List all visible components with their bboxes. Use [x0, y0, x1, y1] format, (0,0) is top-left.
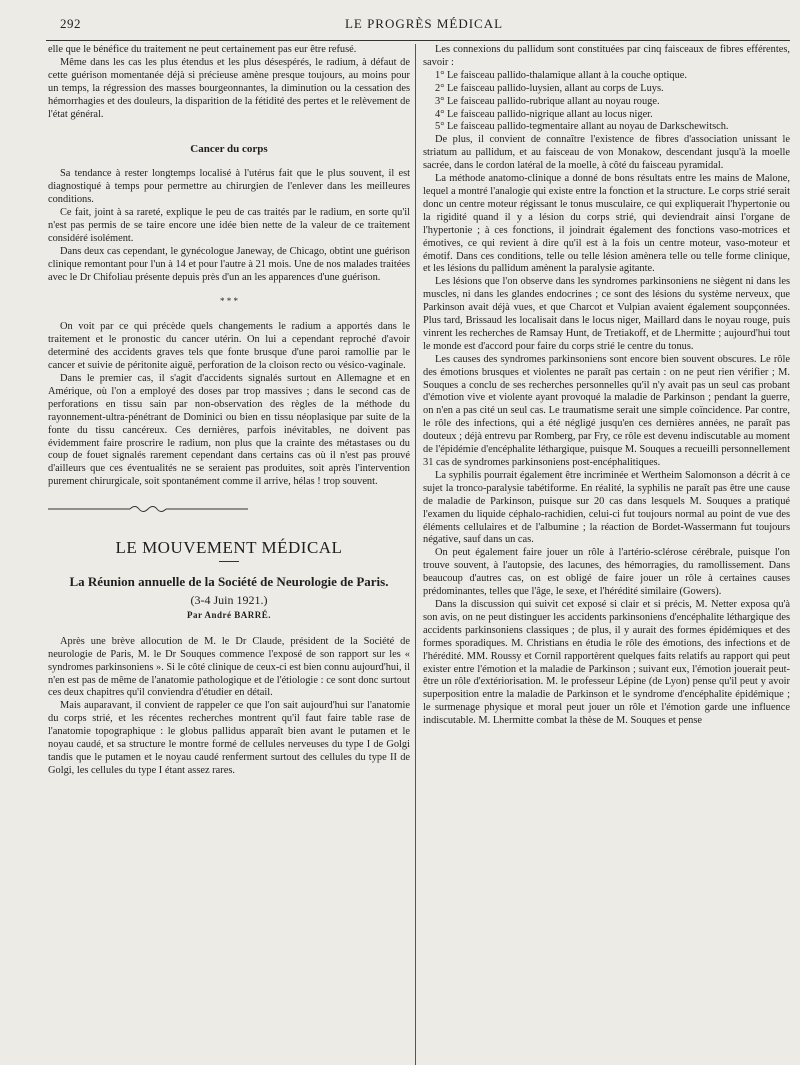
paragraph: On peut également faire jouer un rôle à l'artério-sclérose cérébrale, puisque l'on trouve souvent, à l'autopsie, des lacunes, des hémorragies, du ramollissement. Dans beaucoup d'autres cas, on est obligé de faire jouer un rôle à certaines causes prédominantes, telles que l'âge, le sexe, et l'hérédité similaire (Gowers).: [423, 547, 790, 598]
paragraph: Sa tendance à rester longtemps localisé à l'utérus fait que le plus souvent, il est diagnostiqué à temps pour permettre au chirurgien de l'enlever dans les meilleures conditions.: [48, 168, 410, 206]
article-title: La Réunion annuelle de la Société de Neurologie de Paris.: [69, 574, 389, 589]
page-header: [60, 14, 788, 36]
list-item: 5° Le faisceau pallido-tegmentaire allant au noyau de Darkschewitsch.: [435, 121, 729, 133]
article-date: (3-4 Juin 1921.): [190, 593, 268, 607]
paragraph: Ce fait, joint à sa rareté, explique le peu de cas traités par le radium, en sorte qu'il n'est pas permis de se taire encore une idée bien nette de la valeur de ce traitement considéré isolément.: [48, 207, 410, 244]
right-column: [423, 44, 790, 1065]
paragraph: De plus, il convient de connaître l'existence de fibres d'association unissant le striatum au pallidum, et au faisceau de von Monakow, descendant jusqu'à la moelle sacrée, dans le cordon latéral de la moelle, à côté du faisceau pyramidal.: [423, 134, 790, 172]
section-heading: LE MOUVEMENT MÉDICAL: [115, 538, 343, 558]
paragraph: La méthode anatomo-clinique a donné de bons résultats entre les mains de Malone, lequel a montré l'analogie qui existe entre la fonction et la structure. Le corps strié serait donc un centre moteur régissant le tonus musculaire, ce qui expliquerait l'hypertonie ou la rigidité quand il y a lésion du corps strié, qui deviendrait ainsi l'organe de l'hypertonie ; à ces fonctions, il joindrait également des fonctions vaso-motrices et émotives, ce qui revient à dire qu'il est à la fois un centre moteur, vaso-moteur et émotif. Dans ces conditions, telle ou telle lésion amènera telle ou telle forme clinique, et les lésions du pallidum amènent la paralysie agitante.: [423, 173, 790, 275]
paragraph: Les connexions du pallidum sont constituées par cinq faisceaux de fibres efférentes, savoir :: [423, 44, 790, 68]
paragraph: La syphilis pourrait également être incriminée et Wertheim Salomonson a décrit à ce sujet la tronco-paralysie tabétiforme. En réalité, la syphilis ne paraît pas être une cause de maladie de Parkinson, puisque sur 20 cas dans lesquels M. Souques a pratiqué l'examen du liquide céphalo-rachidien, celui-ci fut toujours normal au point de vue des éléments cellulaires et de l'albumine ; la réaction de Bordet-Wassermann fut toujours négative, sauf dans un cas.: [423, 469, 790, 546]
page-number: 292: [60, 16, 81, 31]
list-item: 4° Le faisceau pallido-nigrique allant au locus niger.: [435, 108, 653, 120]
paragraph: Les causes des syndromes parkinsoniens sont encore bien souvent obscures. Le rôle des émotions brusques et violentes ne paraît pas certain : on ne peut rien vérifier ; M. Souques a conclu de ses recherches personnelles qu'il n'y avait pas un seul cas probant d'émotion vive et violente ayant provoqué la maladie de Parkinson ; pendant la guerre, on n'en a pas cité un seul cas. Le traumatisme serait une simple coïncidence. Par contre, le rôle des infections, qui a été négligé jusqu'en ces dernières années, ne paraît pas douteux ; déjà entrevu par Romberg, par Fry, ce rôle est devenu indiscutable au moment de l'épidémie d'encéphalite léthargique, puisque M. Souques a recueilli personnellement 31 cas de syndromes parkinsoniens post-encéphalitiques.: [423, 353, 790, 468]
header-rule: [46, 40, 790, 41]
list-item: 2° Le faisceau pallido-luysien, allant au corps de Luys.: [435, 82, 664, 94]
journal-title: LE PROGRÈS MÉDICAL: [344, 16, 504, 31]
article-author: Par André BARRÉ.: [186, 609, 272, 620]
paragraph: Dans la discussion qui suivit cet exposé si clair et si précis, M. Netter exposa qu'à son avis, on ne peut distinguer les accidents parkinsoniens d'encéphalite léthargique des accidents parkinsoniens classiques ; de plus, il y aurait des formes épidémiques et des formes sporadiques. M. Christians en étudia le rôle des émotions, des infections et de l'hérédité. MM. Roussy et Cornil rapportèrent quelques faits relatifs au rapport qui peut exister entre l'émotion et la maladie de Parkinson ; suivant eux, l'émotion jouerait peut-être un rôle d'extériorisation. M. le professeur Lépine (de Lyon) pense qu'il peut y avoir superposition entre la maladie de Parkinson et le syndrome d'encéphalite épidémique ; le surmenage physique et moral peut jouer un rôle et l'émotion garde une influence indiscutable. M. Lhermitte combat la thèse de M. Souques et pense: [423, 598, 790, 727]
column-divider: [415, 44, 416, 1065]
ornamental-divider: [48, 503, 248, 515]
paragraph: Après une brève allocution de M. le Dr Claude, président de la Société de neurologie de Paris, M. le Dr Souques commence l'exposé de son rapport sur les « syndromes parkinsoniens ». Si le côté clinique de ceux-ci est bien connu aujourd'hui, il n'en est pas de même de l'anatomie pathologique et de l'étiologie : ce sont donc surtout ces deux chapitres qu'il conviendra d'étudier en détail.: [48, 635, 410, 699]
paragraph: Dans deux cas cependant, le gynécologue Janeway, de Chicago, obtint une guérison clinique remontant pour l'un à 14 et pour l'autre à 21 mois. Une de nos malades traitées avec le Dr Chifoliau présente depuis près d'un an les apparences d'une guérison.: [48, 245, 410, 283]
paragraph: On voit par ce qui précède quels changements le radium a apportés dans le traitement et le pronostic du cancer utérin. On lui a cependant reproché d'avoir determiné des accidents graves tels que fonte brusque d'une paroi ramollie par le cancer et suivie de péritonite aiguë, perforation de la cloison recto ou vésico-vaginale.: [48, 321, 410, 372]
section-title: Cancer du corps: [190, 143, 268, 156]
section-separator-stars: * * *: [220, 295, 238, 306]
paragraph: Même dans les cas les plus étendus et les plus désespérés, le radium, à défaut de cette guérison momentanée déjà si précieuse amène presque toujours, au moins pour un temps, la régression des masses bourgeonnantes, la diminution ou la cessation des hémorrhagies et des douleurs, la disparition de la fétidité des pertes et le relèvement de l'état général.: [48, 56, 410, 120]
paragraph: elle que le bénéfice du traitement ne peut certainement pas eur être refusé.: [48, 44, 357, 55]
paragraph: Mais auparavant, il convient de rappeler ce que l'on sait aujourd'hui sur l'anatomie du corps strié, et les récentes recherches montrent qu'il faut faire table rase de l'anatomie topographique : le globus pallidus apparaît bien avant le putamen et le noyau caudé, et sa structure le montre formé de cellules nerveuses du type I de Golgi tandis que le putamen et le noyau caudé renferment surtout des cellules du type II de Golgi, les cellules du type I étant assez rares.: [48, 700, 410, 776]
fiber-list: [423, 70, 790, 135]
list-item: 3° Le faisceau pallido-rubrique allant au noyau rouge.: [435, 95, 660, 107]
paragraph: Les lésions que l'on observe dans les syndromes parkinsoniens ne siègent ni dans les muscles, ni dans les glandes endocrines ; ce sont des lésions du système nerveux, que Parkinson avait déjà vues, et que Charcot et Vulpian avaient également soupçonnées. Plus tard, Brissaud les localisait dans le locus niger, Maillard dans le noyau rouge, puis vinrent les recherches de Ramsay Hunt, de Tretiakoff, et de Lhermitte ; aujourd'hui tout le monde est d'accord pour faire du corps strié le centre du tonus.: [423, 276, 790, 352]
paragraph: Dans le premier cas, il s'agit d'accidents signalés surtout en Allemagne et en Amérique, où l'on a employé des doses par trop massives ; dans le second cas de perforations en tissu sain par non-observation des règles de la méthode du rayonnement-ultra-pénétrant de Dominici ou bien en tissu néoplasique par suite de la fonte du tissu cancéreux. Ces dernières, parfois inévitables, ne doivent pas évidemment faire proscrire le radium, non plus que la crainte des métastases ou du coup de fouet signalés rarement cependant dans certains cas où il n'est pas prouvé d'ailleurs que ces éventualités ne se seraient pas produites, soit après l'intervention purement chirurgicale, soit spontanément comme il arrive, hélas ! trop souvent.: [48, 373, 410, 488]
list-item: 1° Le faisceau pallido-thalamique allant à la couche optique.: [435, 69, 687, 81]
short-rule: [219, 561, 239, 562]
left-column: [48, 44, 410, 1065]
